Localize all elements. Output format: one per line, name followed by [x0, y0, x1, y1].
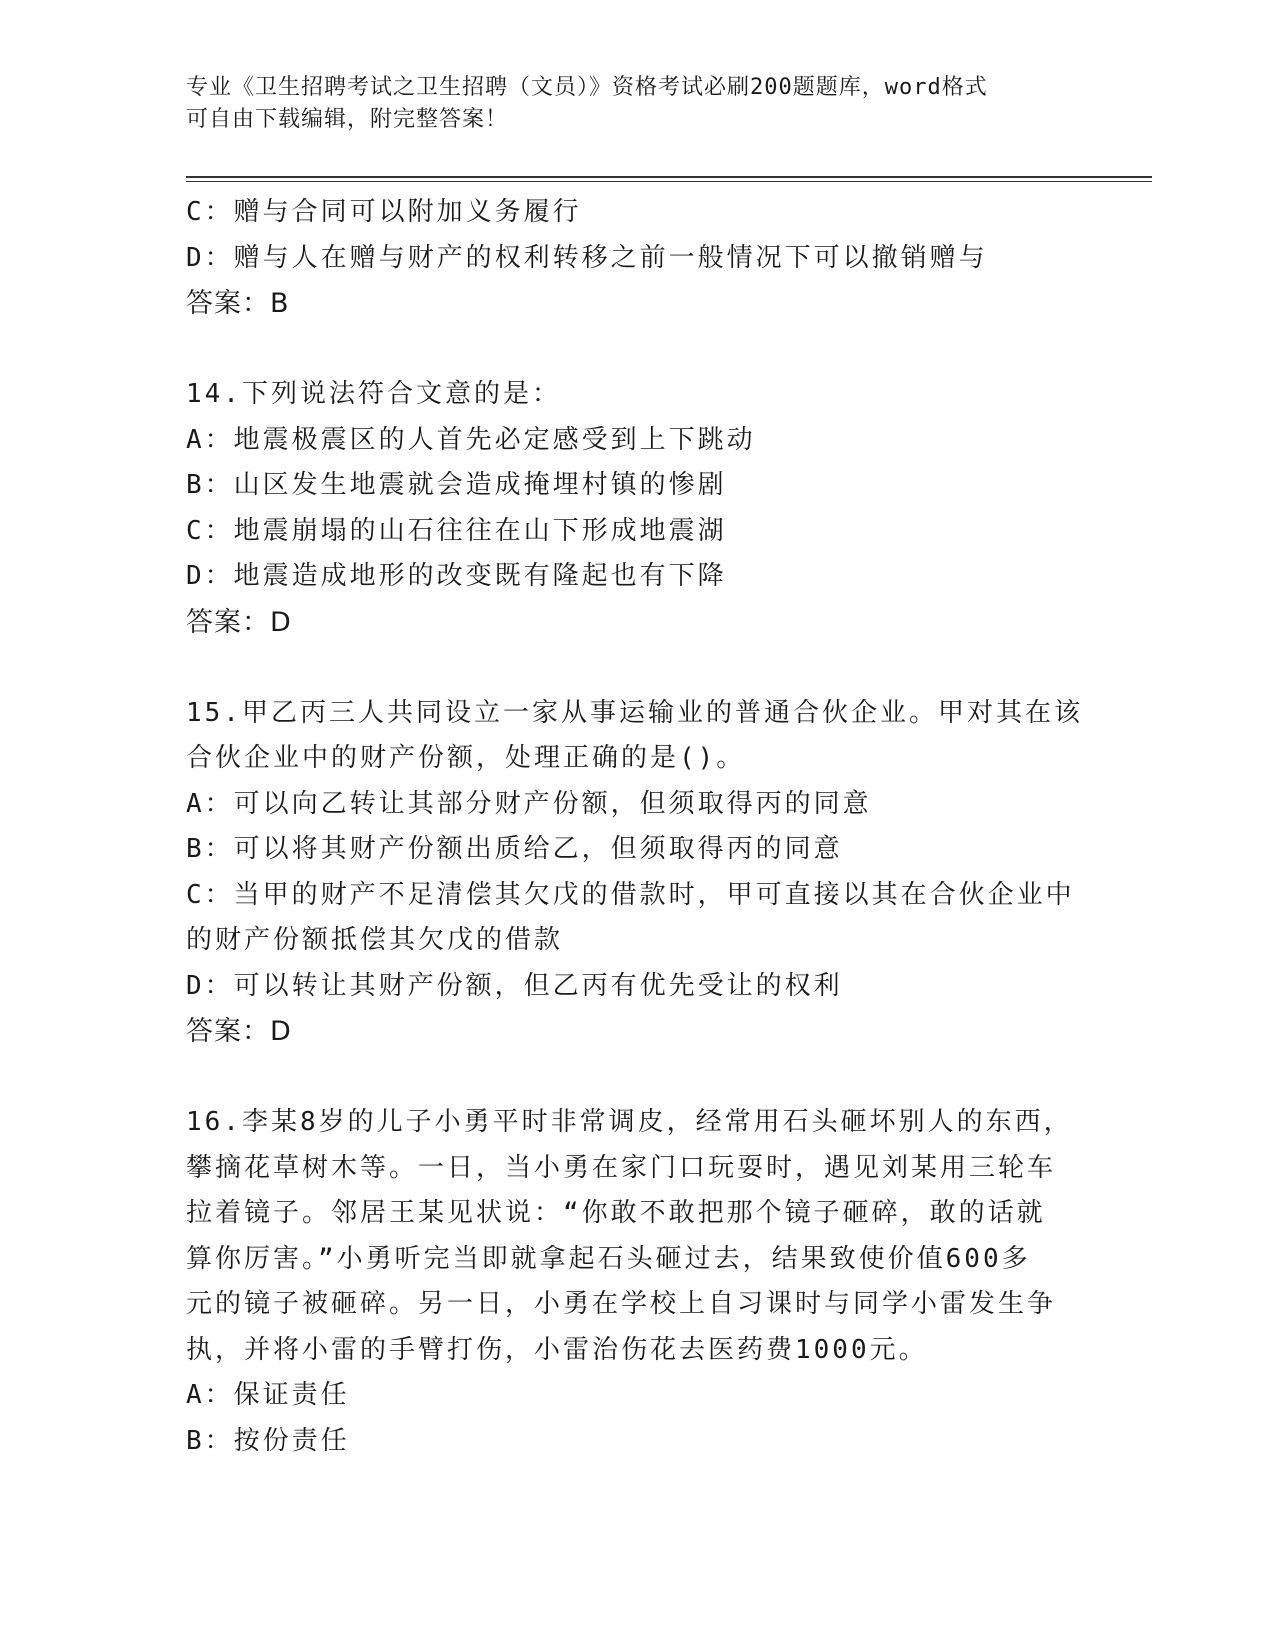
header-title-line-1: 专业《卫生招聘考试之卫生招聘（文员）》资格考试必刷200题题库，word格式 [186, 75, 988, 100]
q13-answer: 答案：B [186, 288, 290, 319]
q15-option-a: A：可以向乙转让其部分财产份额，但须取得丙的同意 [186, 788, 872, 819]
q15-option-d: D：可以转让其财产份额，但乙丙有优先受让的权利 [186, 970, 843, 1001]
q14-option-a: A：地震极震区的人首先必定感受到上下跳动 [186, 424, 756, 455]
question-16 [186, 1100, 1073, 1464]
q16-stem-line-2: 攀摘花草树木等。一日，当小勇在家门口玩耍时，遇见刘某用三轮车 [186, 1152, 1057, 1183]
spacer [186, 645, 1066, 691]
q16-stem-line-6: 执，并将小雷的手臂打伤，小雷治伤花去医药费1000元。 [186, 1334, 928, 1365]
q16-option-a: A：保证责任 [186, 1380, 350, 1410]
q14-option-b: B：山区发生地震就会造成掩埋村镇的惨剧 [186, 470, 727, 500]
q15-option-b: B：可以将其财产份额出质给乙，但须取得丙的同意 [186, 834, 843, 864]
q15-stem-line-1: 15.甲乙丙三人共同设立一家从事运输业的普通合伙企业。甲对其在该 [186, 697, 1083, 728]
question-13 [186, 190, 1066, 327]
q16-stem-line-3: 拉着镜子。邻居王某见状说：“你敢不敢把那个镜子砸碎，敢的话就 [186, 1198, 1046, 1228]
header-divider-thick [186, 176, 1152, 178]
q14-option-c: C：地震崩塌的山石往往在山下形成地震湖 [186, 515, 727, 546]
page-header [186, 72, 1066, 136]
q16-stem-line-4: 算你厉害。”小勇听完当即就拿起石头砸过去，结果致使价值600多 [186, 1243, 1031, 1274]
q16-option-b: B：按份责任 [186, 1425, 350, 1456]
question-14 [186, 372, 1066, 645]
question-15 [186, 691, 1083, 1055]
q15-option-c-line-2: 的财产份额抵偿其欠戊的借款 [186, 925, 564, 955]
header-title-line-2: 可自由下载编辑，附完整答案！ [186, 107, 509, 132]
q16-stem-line-1: 16.李某8岁的儿子小勇平时非常调皮，经常用石头砸坏别人的东西， [186, 1107, 1073, 1137]
header-divider-thin [186, 181, 1152, 182]
q14-option-d: D：地震造成地形的改变既有隆起也有下降 [186, 561, 727, 591]
q14-answer: 答案：D [186, 606, 292, 638]
q14-stem: 14.下列说法符合文意的是： [186, 379, 561, 409]
q13-option-c: C：赠与合同可以附加义务履行 [186, 197, 582, 227]
q13-option-d: D：赠与人在赠与财产的权利转移之前一般情况下可以撤销赠与 [186, 242, 988, 273]
q15-answer: 答案：D [186, 1016, 292, 1047]
q16-stem-line-5: 元的镜子被砸碎。另一日，小勇在学校上自习课时与同学小雷发生争 [186, 1289, 1057, 1319]
spacer [186, 327, 1066, 373]
question-content [186, 190, 1083, 1464]
q15-stem-line-2: 合伙企业中的财产份额，处理正确的是()。 [186, 743, 746, 773]
spacer [186, 1055, 1066, 1101]
q15-option-c-line-1: C：当甲的财产不足清偿其欠戊的借款时，甲可直接以其在合伙企业中 [186, 879, 1075, 910]
